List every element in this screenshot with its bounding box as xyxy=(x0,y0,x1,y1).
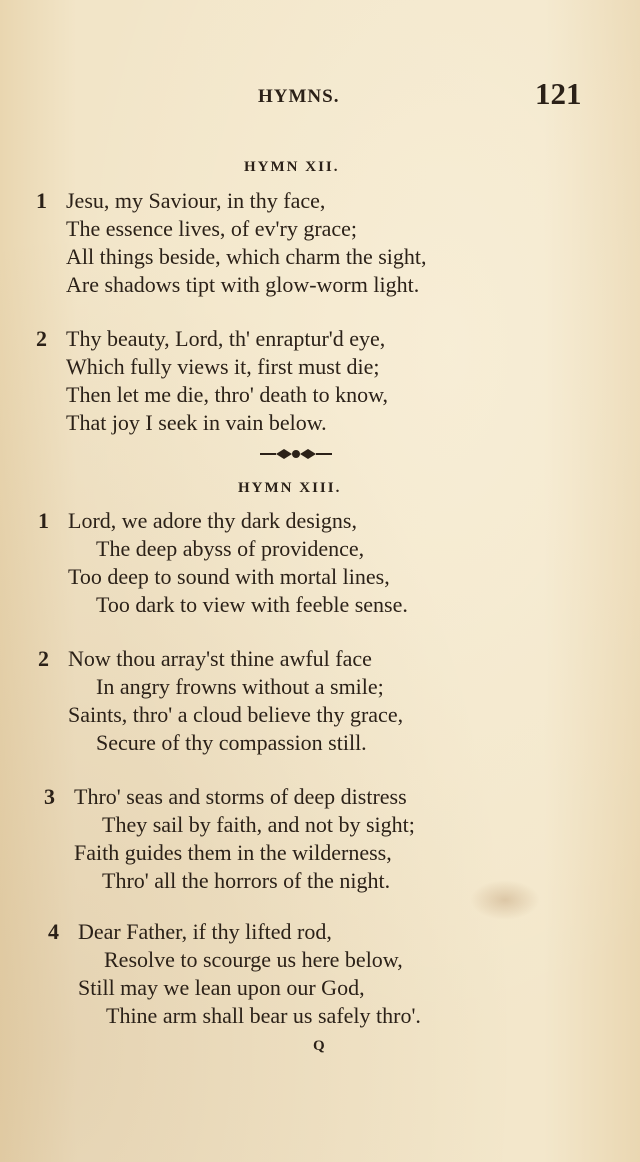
verse-line: Which fully views it, first must die; xyxy=(66,354,380,379)
verse-line: Thy beauty, Lord, th' enraptur'd eye, xyxy=(66,326,386,351)
verse-line: That joy I seek in vain below. xyxy=(66,410,327,435)
stanza-number: 3 xyxy=(44,784,55,809)
verse-line: All things beside, which charm the sight, xyxy=(66,244,427,269)
stanza-number: 1 xyxy=(38,508,49,533)
verse-line: Secure of thy compassion still. xyxy=(96,730,367,755)
divider-ornament xyxy=(258,446,334,462)
verse-line: Jesu, my Saviour, in thy face, xyxy=(66,188,326,213)
verse-line: Thine arm shall bear us safely thro'. xyxy=(106,1003,421,1028)
hymn-title: HYMN XIII. xyxy=(238,480,342,496)
verse-line: Dear Father, if thy lifted rod, xyxy=(78,919,332,944)
verse-line: Too dark to view with feeble sense. xyxy=(96,592,408,617)
verse-line: Now thou array'st thine awful face xyxy=(68,646,372,671)
verse-line: In angry frowns without a smile; xyxy=(96,674,384,699)
verse-line: They sail by faith, and not by sight; xyxy=(102,812,415,837)
verse-line: Still may we lean upon our God, xyxy=(78,975,365,1000)
verse-line: Are shadows tipt with glow-worm light. xyxy=(66,272,420,297)
signature-mark: Q xyxy=(313,1038,325,1054)
running-head: HYMNS. xyxy=(258,86,340,107)
stanza-number: 2 xyxy=(38,646,49,671)
verse-line: Thro' all the horrors of the night. xyxy=(102,868,391,893)
hymn-title: HYMN XII. xyxy=(244,159,340,175)
verse-line: The deep abyss of providence, xyxy=(96,536,365,561)
verse-line: Thro' seas and storms of deep distress xyxy=(74,784,407,809)
stanza-number: 4 xyxy=(48,919,59,944)
verse-line: The essence lives, of ev'ry grace; xyxy=(66,216,358,241)
paper-stain xyxy=(470,880,540,920)
page-number: 121 xyxy=(535,76,582,111)
verse-line: Faith guides them in the wilderness, xyxy=(74,840,392,865)
verse-line: Too deep to sound with mortal lines, xyxy=(68,564,390,589)
stanza-number: 1 xyxy=(36,188,47,213)
stanza-number: 2 xyxy=(36,326,47,351)
verse-line: Saints, thro' a cloud believe thy grace, xyxy=(68,702,404,727)
verse-line: Resolve to scourge us here below, xyxy=(104,947,403,972)
verse-line: Then let me die, thro' death to know, xyxy=(66,382,389,407)
verse-line: Lord, we adore thy dark designs, xyxy=(68,508,357,533)
